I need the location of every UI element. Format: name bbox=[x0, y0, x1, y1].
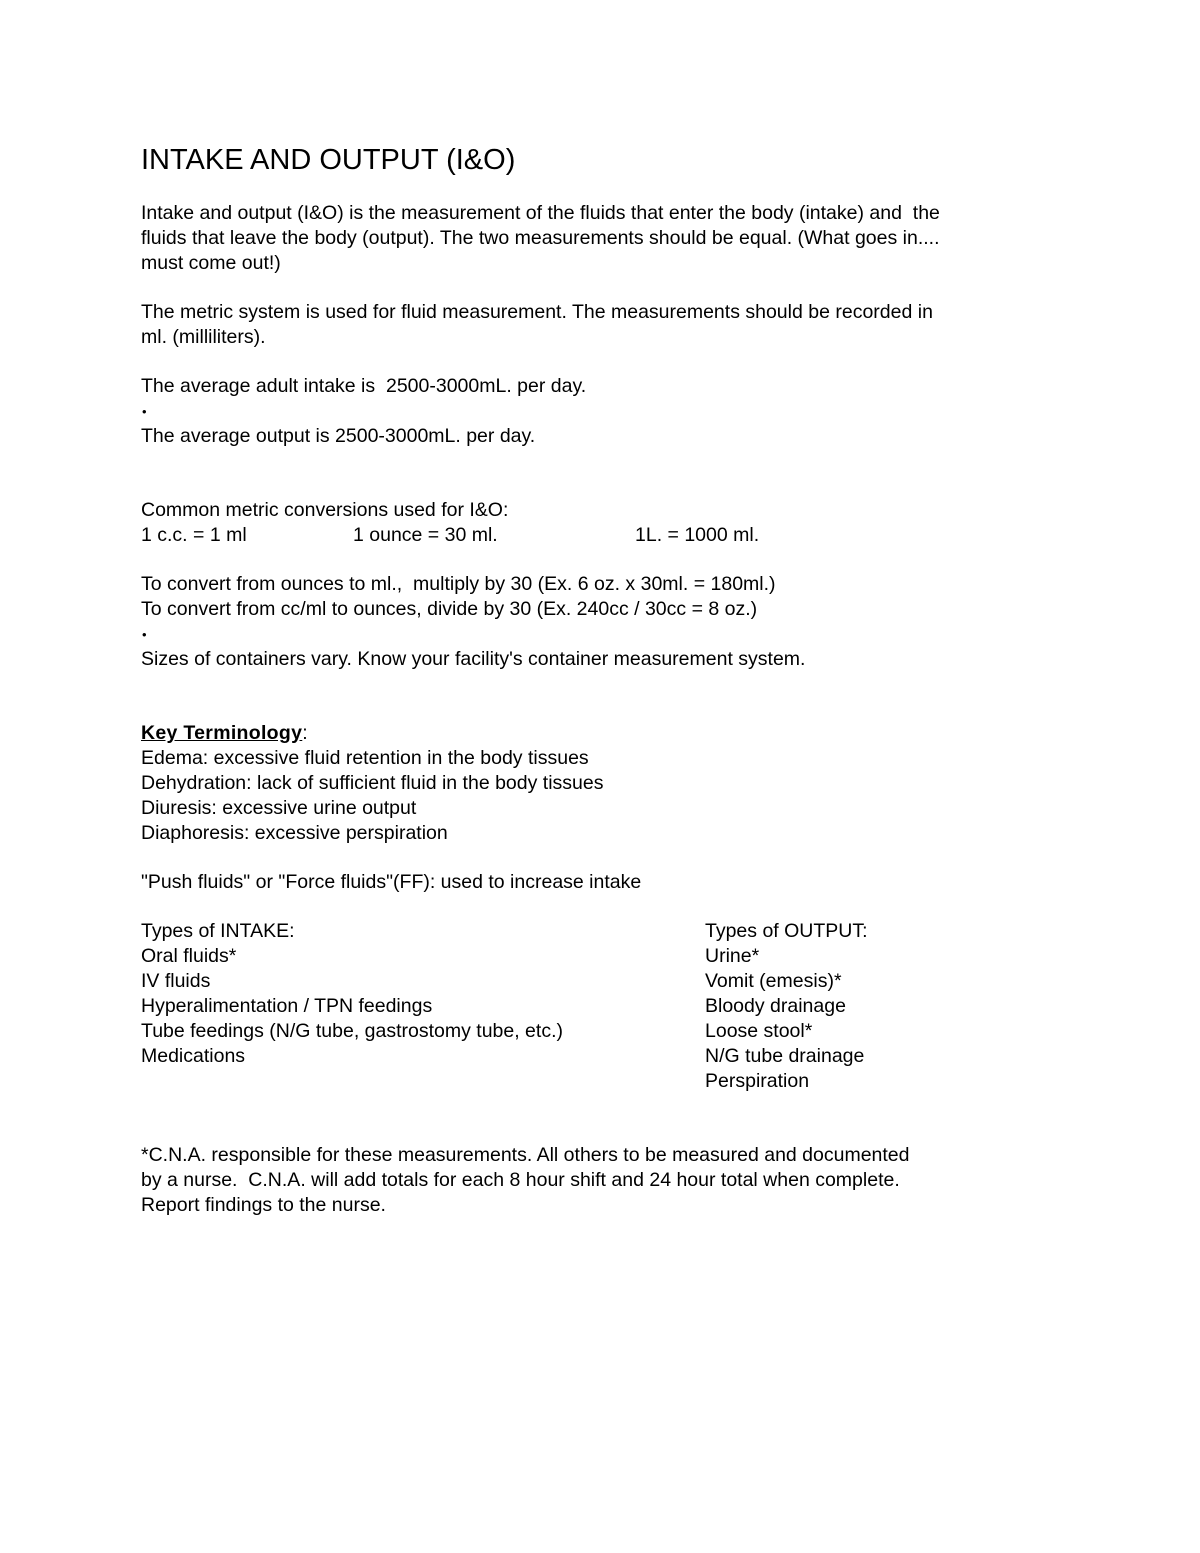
intro-line: must come out!) bbox=[141, 252, 281, 274]
metric-line: The metric system is used for fluid measurement. The measurements should be recorded in bbox=[141, 301, 933, 323]
footnote-line: Report findings to the nurse. bbox=[141, 1194, 386, 1216]
intake-list bbox=[141, 919, 681, 1069]
bullet-point: • bbox=[142, 627, 147, 642]
conversion-liter: 1L. = 1000 ml. bbox=[635, 524, 760, 546]
intro-paragraph bbox=[141, 201, 1041, 276]
output-heading: Types of OUTPUT: bbox=[705, 920, 868, 942]
metric-line: ml. (milliliters). bbox=[141, 326, 266, 348]
key-terminology-heading bbox=[141, 721, 1041, 746]
metric-paragraph bbox=[141, 300, 1041, 350]
output-item: Perspiration bbox=[705, 1070, 810, 1092]
term-item: Edema: excessive fluid retention in the body tissues bbox=[141, 747, 589, 769]
intake-output-columns bbox=[141, 919, 1041, 1094]
term-item: Diuresis: excessive urine output bbox=[141, 797, 417, 819]
document-page bbox=[141, 140, 1041, 1218]
output-item: Urine* bbox=[705, 945, 760, 967]
intake-item: Oral fluids* bbox=[141, 945, 237, 967]
output-item: Vomit (emesis)* bbox=[705, 970, 842, 992]
key-terminology-label: Key Terminology bbox=[141, 722, 303, 744]
push-fluids-note: "Push fluids" or "Force fluids"(FF): used to increase intake bbox=[141, 871, 642, 893]
output-item: Bloody drainage bbox=[705, 995, 846, 1017]
intro-line: fluids that leave the body (output). The two measurements should be equal. (What goes in.... bbox=[141, 227, 940, 249]
conversion-ounce: 1 ounce = 30 ml. bbox=[353, 524, 498, 546]
document-title: INTAKE AND OUTPUT (I&O) bbox=[141, 144, 516, 176]
containers-note: Sizes of containers vary. Know your facility's container measurement system. bbox=[141, 648, 806, 670]
intake-item: Tube feedings (N/G tube, gastrostomy tube, etc.) bbox=[141, 1020, 563, 1042]
intro-line: Intake and output (I&O) is the measurement of the fluids that enter the body (intake) and the bbox=[141, 202, 940, 224]
average-output: The average output is 2500-3000mL. per day. bbox=[141, 425, 536, 447]
conversions-row bbox=[141, 523, 1041, 548]
output-item: Loose stool* bbox=[705, 1020, 813, 1042]
intake-item: IV fluids bbox=[141, 970, 211, 992]
bullet-point: • bbox=[142, 404, 147, 419]
footnote bbox=[141, 1143, 1041, 1218]
output-item: N/G tube drainage bbox=[705, 1045, 865, 1067]
term-item: Diaphoresis: excessive perspiration bbox=[141, 822, 448, 844]
term-item: Dehydration: lack of sufficient fluid in the body tissues bbox=[141, 772, 604, 794]
key-terminology-colon: : bbox=[302, 722, 308, 744]
intake-item: Hyperalimentation / TPN feedings bbox=[141, 995, 433, 1017]
terminology-list bbox=[141, 746, 1041, 846]
intake-item: Medications bbox=[141, 1045, 246, 1067]
conversion-cc: 1 c.c. = 1 ml bbox=[141, 524, 247, 546]
footnote-line: by a nurse. C.N.A. will add totals for each 8 hour shift and 24 hour total when complete. bbox=[141, 1169, 900, 1191]
conversions-heading: Common metric conversions used for I&O: bbox=[141, 499, 509, 521]
convert-cc-rule: To convert from cc/ml to ounces, divide by 30 (Ex. 240cc / 30cc = 8 oz.) bbox=[141, 598, 758, 620]
footnote-line: *C.N.A. responsible for these measurements. All others to be measured and documented bbox=[141, 1144, 910, 1166]
convert-ounces-rule: To convert from ounces to ml., multiply by 30 (Ex. 6 oz. x 30ml. = 180ml.) bbox=[141, 573, 776, 595]
average-intake: The average adult intake is 2500-3000mL. per day. bbox=[141, 375, 587, 397]
intake-heading: Types of INTAKE: bbox=[141, 920, 295, 942]
output-list bbox=[705, 919, 1035, 1094]
